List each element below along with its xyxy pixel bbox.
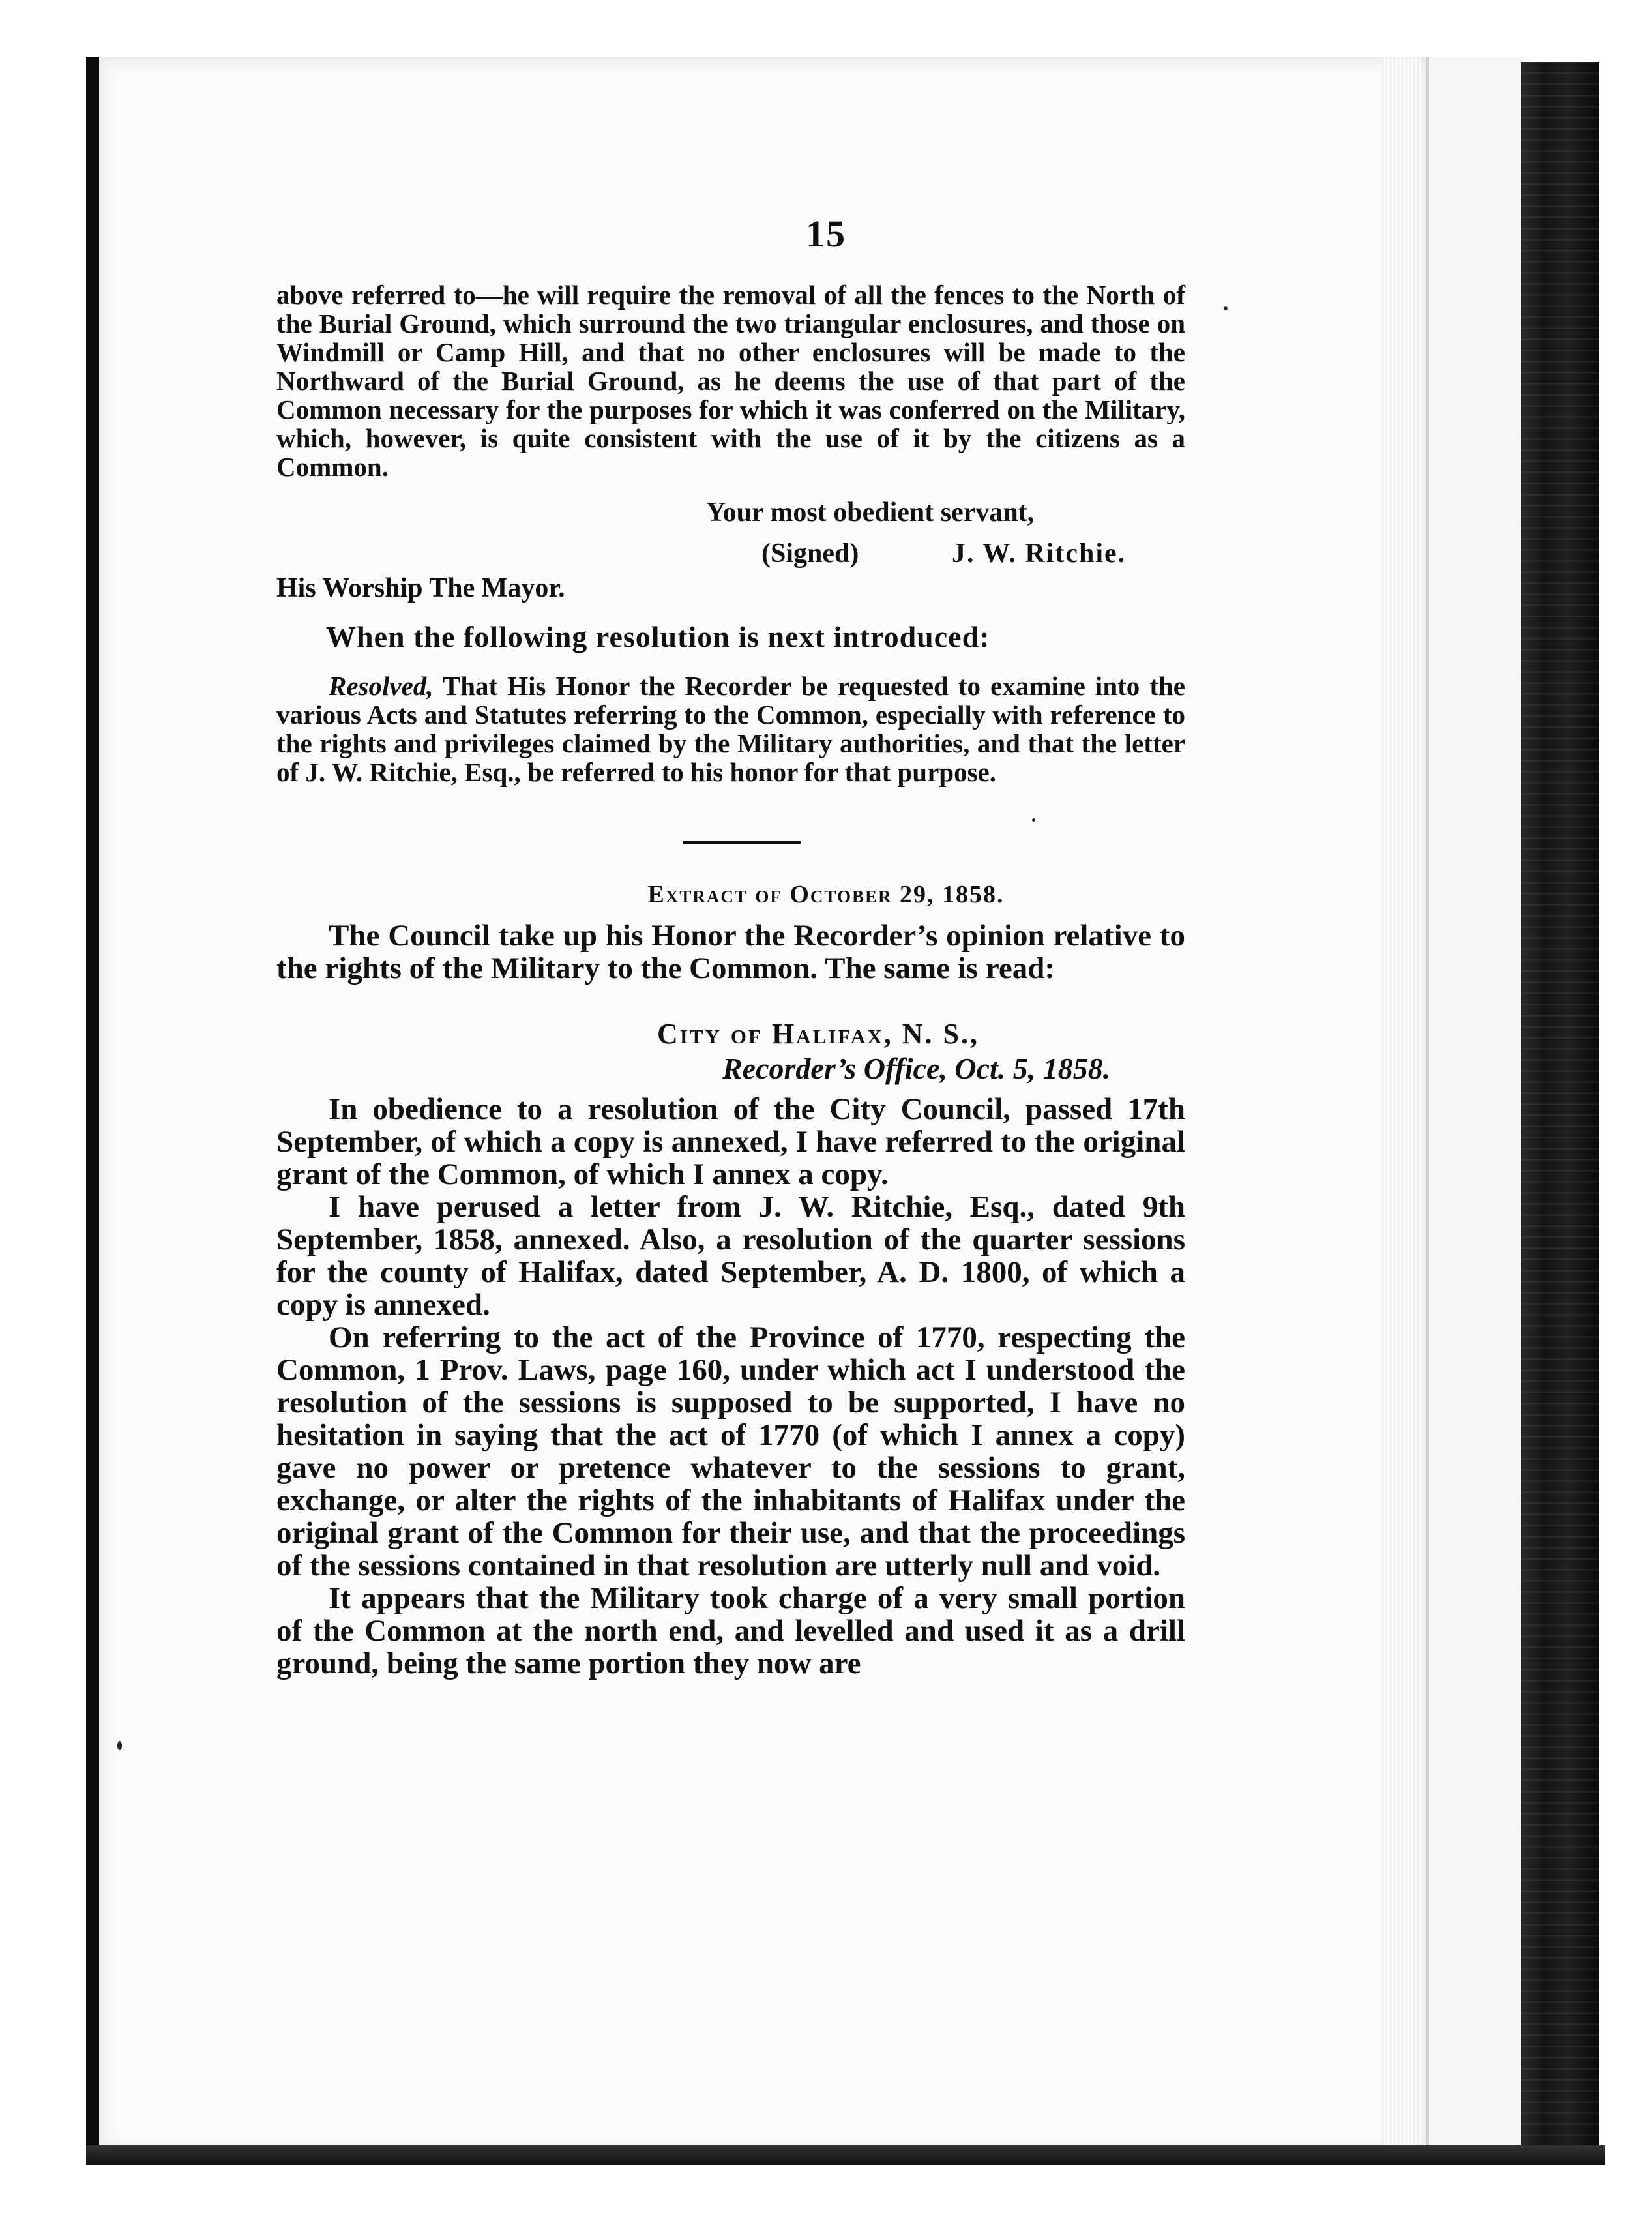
letter-paragraph-text: above referred to—he will require the removal of all the fences to the North of the Burial Ground, which surround the two triangular enclosures, and those on Windmill or Camp Hill, and that no other enclosures will be made to the Northward of the Burial Ground, as he deems the use of that part of the Common necessary for the purposes for which it was conferred on the Military, which, however, is quite consistent with the use of it by the citizens as a Common. bbox=[276, 280, 1185, 482]
opinion-paragraph: On referring to the act of the Province of 1770, respecting the Common, 1 Prov. Laws, page 160, under which act I understood the resolution of the sessions is supposed to be supported, I have no hesitation in saying that the act of 1770 (of which I annex a copy) gave no power or pretence whatever to the sessions to grant, exchange, or alter the rights of the inhabitants of Halifax under the original grant of the Common for their use, and that the proceedings of the sessions contained in that resolution are utterly null and void. bbox=[276, 1320, 1185, 1583]
extract-heading: Extract of October 29, 1858. bbox=[647, 881, 1005, 908]
section-divider bbox=[683, 841, 801, 844]
letter-paragraph bbox=[276, 280, 1185, 481]
opinion-paragraph: It appears that the Military took charge of a very small portion of the Common at the north end, and levelled and used it as a drill ground, being the same portion they now are bbox=[276, 1581, 1185, 1680]
resolution-text: That His Honor the Recorder be requested to examine into the various Acts and Statutes referring to the Common, especially with reference to the rights and privileges claimed by the Military authorities, and that the letter of J. W. Ritchie, Esq., be referred to his honor for that purpose. bbox=[276, 671, 1185, 787]
left-binding-edge bbox=[86, 57, 99, 2150]
resolution-intro: When the following resolution is next introduced: bbox=[326, 620, 990, 653]
letter-addressee: His Worship The Mayor. bbox=[276, 573, 565, 603]
ink-speck bbox=[1032, 818, 1035, 822]
dateline-place: City of Halifax, N. S., bbox=[657, 1018, 979, 1050]
signed-label: (Signed) bbox=[761, 539, 859, 569]
resolution-paragraph bbox=[276, 672, 1185, 786]
book-spine bbox=[1521, 62, 1599, 2158]
page-number: 15 bbox=[806, 213, 846, 255]
scan-background bbox=[0, 0, 98, 2217]
council-paragraph bbox=[276, 919, 1185, 985]
opinion-paragraph: I have perused a letter from J. W. Ritchie, Esq., dated 9th September, 1858, annexed. Also, a resolution of the quarter sessions for the county of Halifax, dated September, A. D. 1800, of which a copy is annexed. bbox=[276, 1190, 1185, 1322]
book-cover-board bbox=[1426, 57, 1524, 2164]
recorder-opinion bbox=[276, 1093, 1185, 1680]
page-stack-edge bbox=[1382, 59, 1421, 2145]
council-paragraph-text: The Council take up his Honor the Recorder’s opinion relative to the rights of the Military to the Common. The same is read: bbox=[276, 919, 1185, 985]
opinion-paragraph: In obedience to a resolution of the City Council, passed 17th September, of which a copy is annexed, I have referred to the original grant of the Common, of which I annex a copy. bbox=[276, 1092, 1185, 1191]
dateline-office: Recorder’s Office, Oct. 5, 1858. bbox=[722, 1052, 1111, 1085]
ink-speck bbox=[117, 1741, 122, 1750]
signer-name: J. W. Ritchie. bbox=[952, 539, 1127, 569]
resolution-lead: Resolved, bbox=[329, 671, 434, 701]
ink-speck bbox=[1224, 306, 1228, 310]
bottom-binding-shadow bbox=[86, 2145, 1605, 2165]
letter-closing: Your most obedient servant, bbox=[706, 498, 1035, 528]
